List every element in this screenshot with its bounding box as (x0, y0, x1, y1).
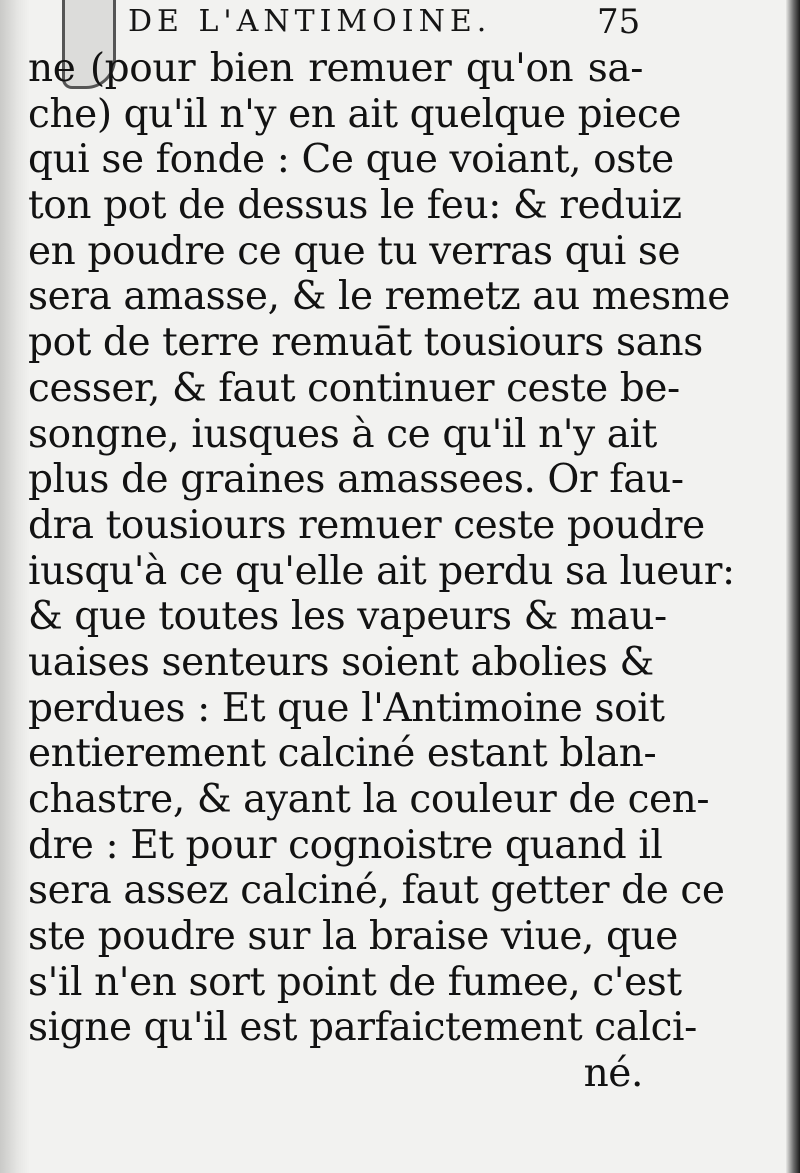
text-line: ne (pour bien remuer qu'on sa- (28, 46, 643, 91)
text-line: sera amasse, & le remetz au mesme (28, 274, 730, 320)
text-line: songne, iusques à ce qu'il n'y ait (28, 411, 657, 457)
text-line: iusqu'à ce qu'elle ait perdu sa lueur: (28, 548, 735, 594)
page-number: 75 (597, 2, 641, 42)
text-line: signe qu'il est parfaictement calci- (28, 1005, 697, 1051)
running-head: DE L'ANTIMOINE. (128, 4, 492, 39)
body-text (28, 46, 735, 1097)
text-line: dre : Et pour cognoistre quand il (28, 822, 663, 868)
text-line: qui se fonde : Ce que voiant, oste (28, 137, 674, 183)
text-line: cesser, & faut continuer ceste be- (28, 365, 680, 411)
text-line: che) qu'il n'y en ait quelque piece (28, 91, 682, 137)
page-header (112, 2, 642, 46)
text-line: sera assez calciné, faut getter de ce (28, 868, 725, 914)
text-line: en poudre ce que tu verras qui se (28, 228, 681, 274)
text-line: dra tousiours remuer ceste poudre (28, 502, 705, 548)
text-line: ton pot de dessus le feu: & reduiz (28, 183, 682, 229)
text-line: né. (583, 1051, 643, 1097)
text-line: chastre, & ayant la couleur de cen- (28, 777, 710, 822)
text-line: ste poudre sur la braise viue, que (28, 914, 678, 960)
text-line: perdues : Et que l'Antimoine soit (28, 685, 665, 731)
gutter-shadow (0, 0, 30, 1173)
page-edge (786, 0, 800, 1173)
text-line: uaises senteurs soient abolies & (28, 639, 654, 685)
text-line: & que toutes les vapeurs & mau- (28, 594, 667, 640)
text-line: pot de terre remuāt tousiours sans (28, 320, 703, 366)
text-line: entierement calciné estant blan- (28, 731, 657, 777)
text-line: plus de graines amassees. Or fau- (28, 457, 684, 503)
text-line: s'il n'en sort point de fumee, c'est (28, 959, 682, 1005)
